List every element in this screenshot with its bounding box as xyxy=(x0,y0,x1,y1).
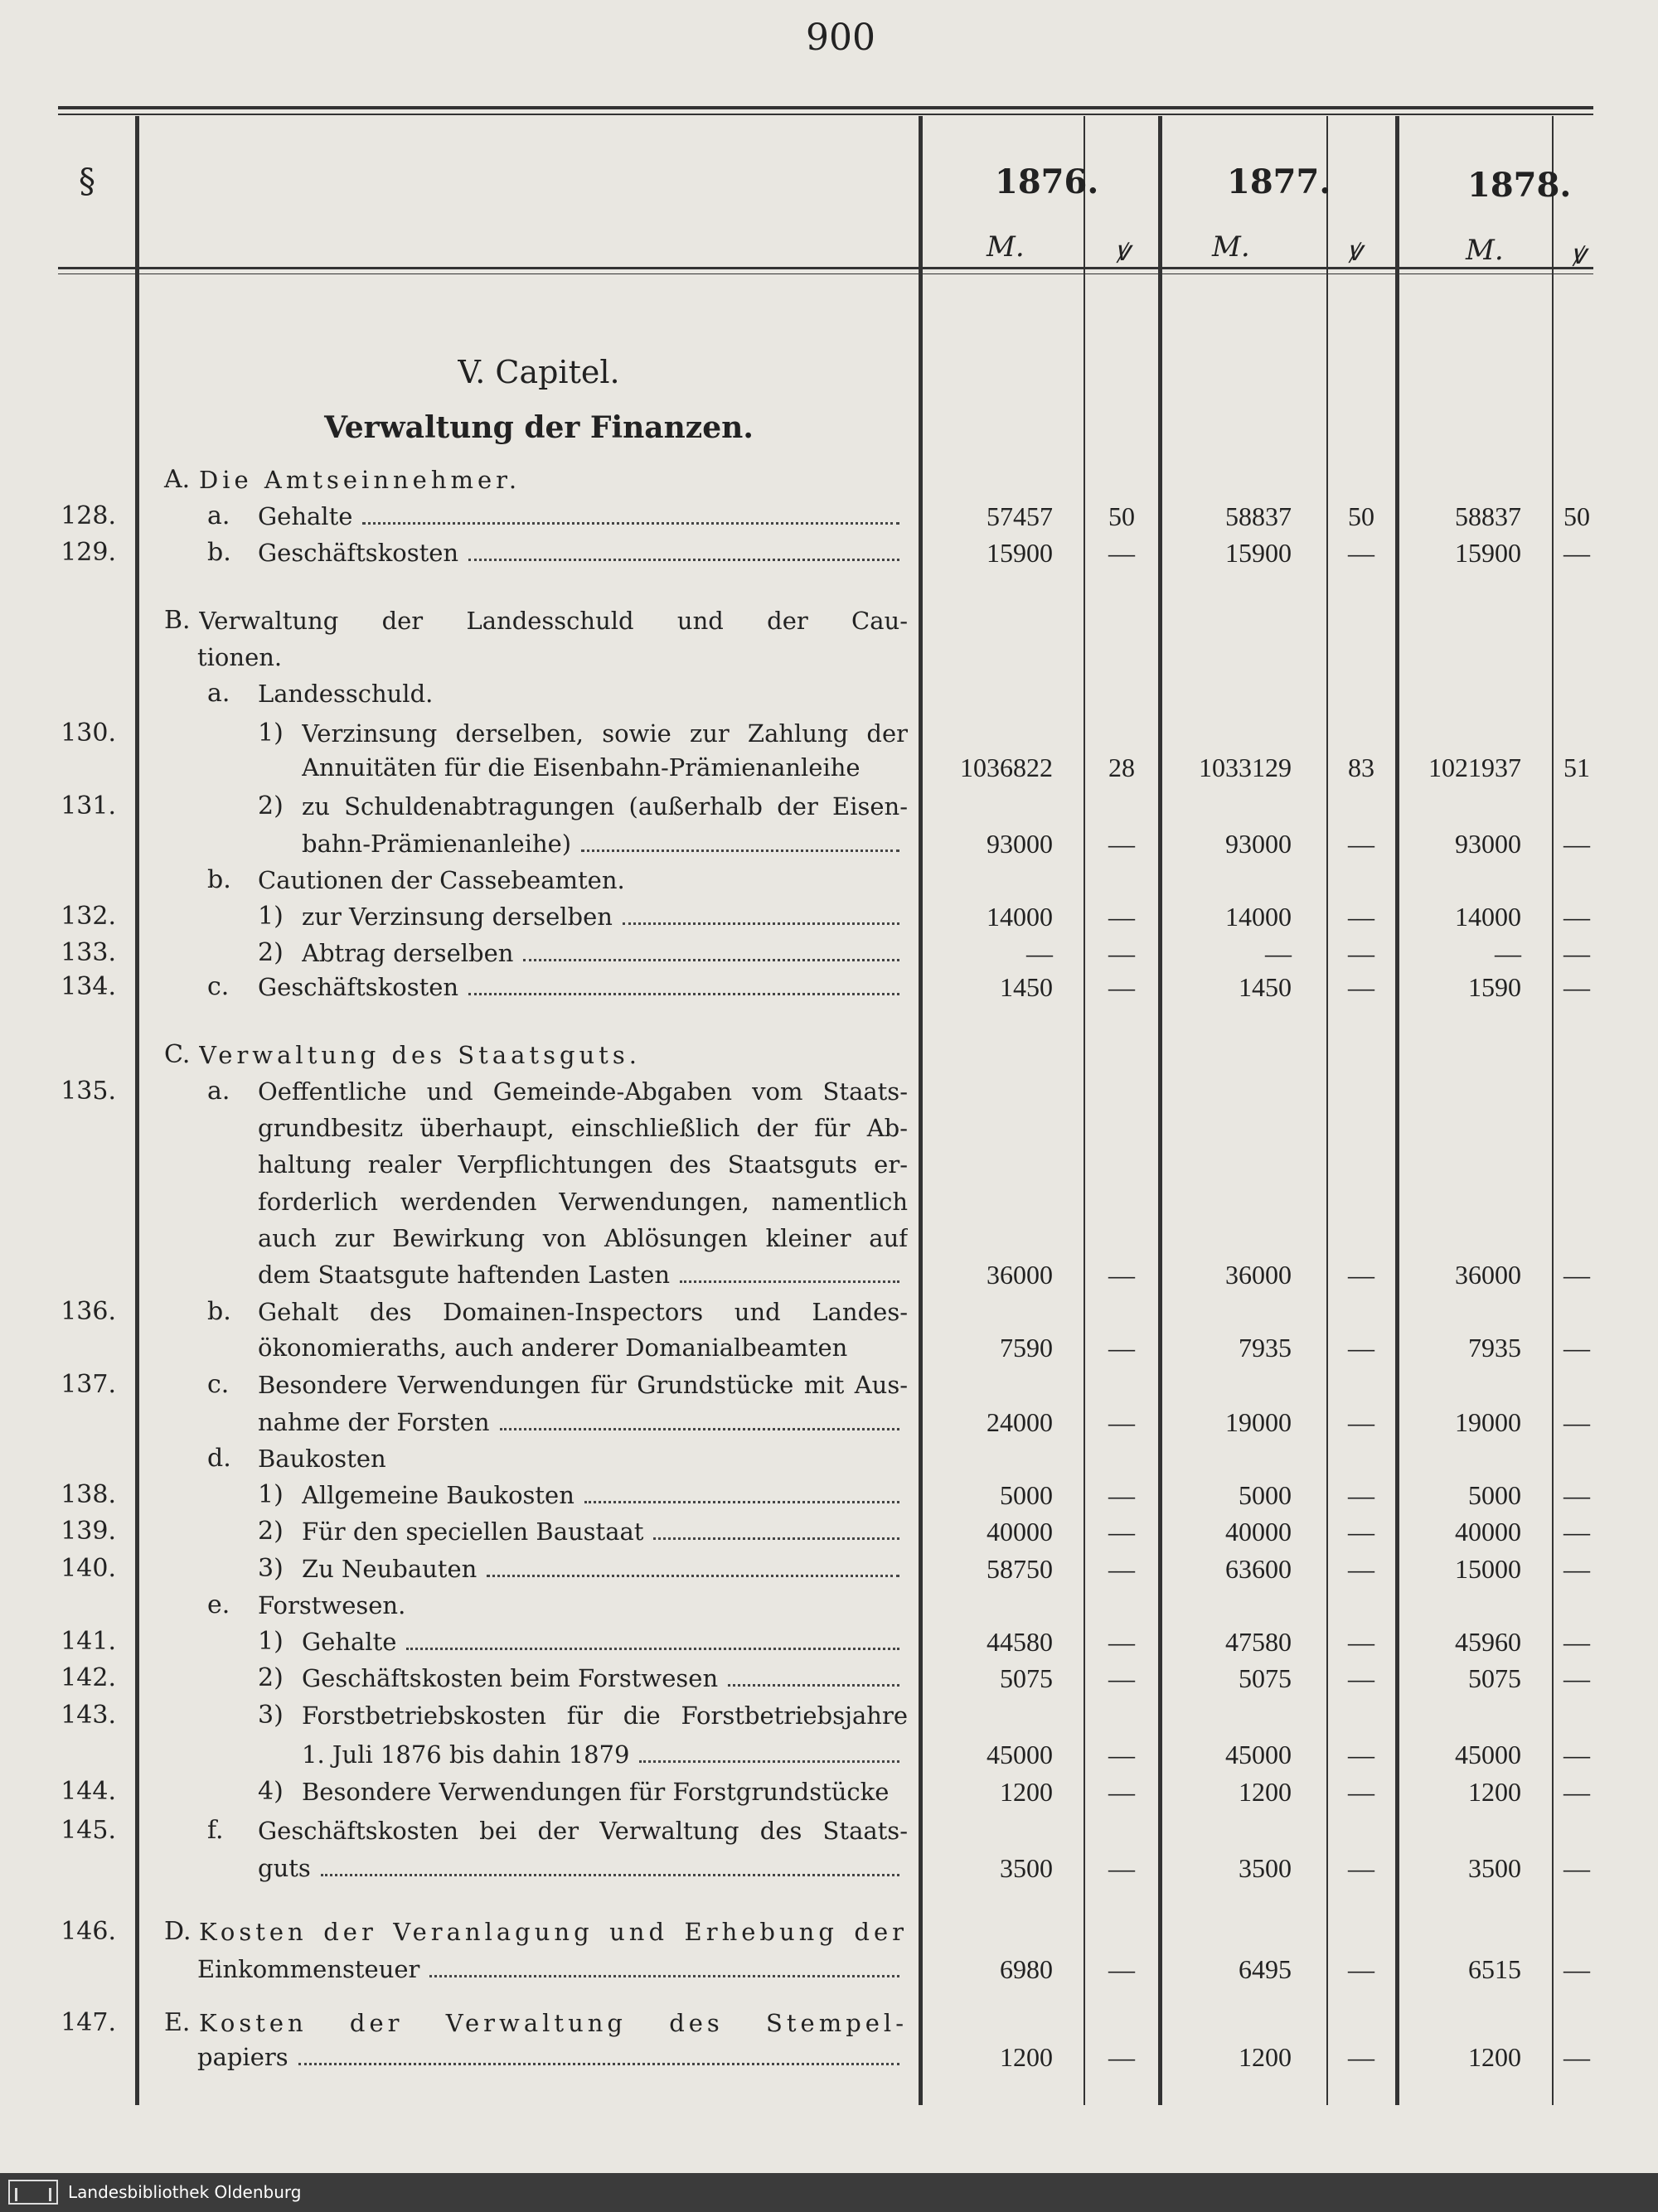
item-text: Kosten der Veranlagung und Erhebung der xyxy=(199,1918,908,1946)
pfennig-1876: — xyxy=(1108,1663,1135,1693)
pfennig-1878: — xyxy=(1563,1260,1590,1290)
item-description xyxy=(258,1222,908,1255)
pfennig-1878: — xyxy=(1563,1333,1590,1363)
item-text: haltung realer Verpflichtungen des Staatsguts er- xyxy=(258,1150,908,1179)
item-text: Verwaltung des Staatsguts. xyxy=(199,1041,641,1069)
item-description xyxy=(302,1515,908,1548)
item-description xyxy=(258,1111,908,1145)
library-logo-icon xyxy=(8,2180,58,2205)
item-marker: 2) xyxy=(258,938,284,967)
marks-1877: 63600 xyxy=(1225,1554,1292,1584)
item-text: papiers xyxy=(197,2043,288,2071)
item-text: Einkommensteuer xyxy=(197,1955,420,1983)
item-marker: E. xyxy=(164,2008,191,2037)
marks-1878: 58837 xyxy=(1455,501,1521,531)
item-text: zur Verzinsung derselben xyxy=(302,903,613,931)
marks-1878: 5075 xyxy=(1468,1663,1521,1693)
marks-1876: 24000 xyxy=(987,1407,1053,1437)
dot-leader xyxy=(523,959,899,961)
item-text: Geschäftskosten bei der Verwaltung des Staats- xyxy=(258,1817,908,1845)
item-text: tionen. xyxy=(197,643,283,671)
item-description xyxy=(302,1775,908,1808)
chapter-subtitle: Verwaltung der Finanzen. xyxy=(324,410,754,445)
dot-leader xyxy=(500,1428,899,1430)
marks-1878: 19000 xyxy=(1455,1407,1521,1437)
item-description xyxy=(199,1915,908,1948)
section-number: 143. xyxy=(61,1701,116,1730)
pfennig-1877: — xyxy=(1348,538,1374,568)
marks-1877: 7935 xyxy=(1239,1333,1292,1363)
section-number: 142. xyxy=(61,1663,116,1692)
marks-1877: — xyxy=(1265,938,1292,968)
item-marker: D. xyxy=(164,1917,191,1946)
marks-1876: 15900 xyxy=(987,538,1053,568)
marks-1878: 5000 xyxy=(1468,1480,1521,1510)
dot-leader xyxy=(429,1975,899,1977)
marks-1878: 93000 xyxy=(1455,829,1521,859)
pfennig-1877: — xyxy=(1348,938,1374,968)
item-text: forderlich werdenden Verwendungen, namentlich xyxy=(258,1188,908,1216)
item-text: Abtrag derselben xyxy=(302,939,514,967)
marks-1877: 40000 xyxy=(1225,1517,1292,1546)
pfennig-1878: — xyxy=(1563,1954,1590,1984)
section-number: 135. xyxy=(61,1077,116,1106)
pfennig-1876: — xyxy=(1108,1777,1135,1807)
pfennig-1877: — xyxy=(1348,1663,1374,1693)
item-description xyxy=(197,1953,908,1986)
pfennig-1877: — xyxy=(1348,1954,1374,1984)
pfennig-1877: — xyxy=(1348,1554,1374,1584)
marks-1878: 40000 xyxy=(1455,1517,1521,1546)
pfennig-1878: — xyxy=(1563,1740,1590,1769)
item-description xyxy=(302,937,908,970)
header-rule xyxy=(58,267,1593,269)
item-description xyxy=(302,900,908,933)
item-marker: a. xyxy=(207,679,230,708)
item-text: Forstbetriebskosten für die Forstbetriebsjahre xyxy=(302,1701,908,1730)
pfennig-1876: — xyxy=(1108,2042,1135,2072)
pfennig-1876: — xyxy=(1108,938,1135,968)
pfennig-1878: — xyxy=(1563,1627,1590,1657)
marks-1878: 45960 xyxy=(1455,1627,1521,1657)
marks-1876: 3500 xyxy=(1000,1853,1053,1883)
marks-1877: 1200 xyxy=(1239,2042,1292,2072)
item-description xyxy=(302,751,908,784)
year-1877: 1877. xyxy=(1227,162,1331,201)
item-description xyxy=(258,970,908,1004)
marks-1878: 14000 xyxy=(1455,902,1521,932)
item-description xyxy=(258,1368,908,1401)
marks-1876: — xyxy=(1026,938,1053,968)
marks-1876: 93000 xyxy=(987,829,1053,859)
section-number: 131. xyxy=(61,791,116,820)
pfennig-1876: — xyxy=(1108,1740,1135,1769)
item-marker: 2) xyxy=(258,791,284,820)
marks-1877: 93000 xyxy=(1225,829,1292,859)
item-marker: b. xyxy=(207,865,231,894)
year-1876: 1876. xyxy=(995,162,1099,201)
item-description xyxy=(258,1851,908,1885)
item-marker: b. xyxy=(207,1297,231,1326)
item-description xyxy=(199,2006,908,2040)
pfennig-1876: — xyxy=(1108,1954,1135,1984)
pf-label-1876: ꝟ xyxy=(1115,235,1130,268)
item-description xyxy=(258,1295,908,1329)
pfennig-1876: — xyxy=(1108,1853,1135,1883)
marks-1878: 6515 xyxy=(1468,1954,1521,1984)
marks-1877: 15900 xyxy=(1225,538,1292,568)
section-number: 146. xyxy=(61,1917,116,1946)
item-text: Verwaltung der Landesschuld und der Cau- xyxy=(199,607,908,635)
item-text: nahme der Forsten xyxy=(258,1408,490,1436)
section-number: 138. xyxy=(61,1480,116,1509)
pfennig-1878: — xyxy=(1563,1777,1590,1807)
item-text: Besondere Verwendungen für Grundstücke mit Aus- xyxy=(258,1371,908,1399)
item-description xyxy=(302,1552,908,1585)
item-marker: 2) xyxy=(258,1517,284,1546)
item-marker: 1) xyxy=(258,719,284,748)
header-rule-thin xyxy=(58,273,1593,274)
item-description xyxy=(199,604,908,637)
item-marker: d. xyxy=(207,1444,231,1473)
item-description xyxy=(258,1406,908,1439)
item-description xyxy=(302,1738,908,1771)
dot-leader xyxy=(298,2063,899,2065)
pfennig-1877: — xyxy=(1348,829,1374,859)
item-text: ökonomieraths, auch anderer Domanialbeamten xyxy=(258,1333,848,1362)
item-marker: 4) xyxy=(258,1777,284,1806)
section-number: 136. xyxy=(61,1297,116,1326)
item-text: Annuitäten für die Eisenbahn-Prämienanleihe xyxy=(302,753,861,782)
top-rule-thin xyxy=(58,114,1593,115)
item-description xyxy=(197,641,908,674)
section-number: 129. xyxy=(61,538,116,567)
marks-1877: 1200 xyxy=(1239,1777,1292,1807)
item-text: Landesschuld. xyxy=(258,680,434,708)
marks-1878: 45000 xyxy=(1455,1740,1521,1769)
section-number: 130. xyxy=(61,719,116,748)
year-1878: 1878. xyxy=(1467,166,1572,205)
marks-1876: 1036822 xyxy=(960,753,1053,782)
chapter-title: V. Capitel. xyxy=(458,354,620,390)
item-description xyxy=(258,1148,908,1181)
marks-1877: 1450 xyxy=(1239,972,1292,1002)
pfennig-1877: — xyxy=(1348,1627,1374,1657)
pfennig-1876: — xyxy=(1108,1333,1135,1363)
marks-1878: 1200 xyxy=(1468,2042,1521,2072)
item-marker: f. xyxy=(207,1816,224,1845)
item-description xyxy=(197,2040,908,2074)
item-marker: e. xyxy=(207,1590,230,1619)
item-marker: 2) xyxy=(258,1663,284,1692)
marks-1877: 6495 xyxy=(1239,1954,1292,1984)
marks-1876: 5075 xyxy=(1000,1663,1053,1693)
item-marker: B. xyxy=(164,606,191,635)
pfennig-1876: — xyxy=(1108,1407,1135,1437)
marks-1878: 7935 xyxy=(1468,1333,1521,1363)
item-text: Cautionen der Cassebeamten. xyxy=(258,866,625,894)
marks-1876: 14000 xyxy=(987,902,1053,932)
marks-1878: 15000 xyxy=(1455,1554,1521,1584)
marks-1877: 45000 xyxy=(1225,1740,1292,1769)
pfennig-1877: — xyxy=(1348,1407,1374,1437)
marks-1877: 3500 xyxy=(1239,1853,1292,1883)
pfennig-1877: — xyxy=(1348,1517,1374,1546)
item-text: Allgemeine Baukosten xyxy=(302,1481,574,1509)
dot-leader xyxy=(581,849,899,852)
column-divider xyxy=(1084,116,1085,2105)
section-number: 139. xyxy=(61,1517,116,1546)
item-text: Für den speciellen Baustaat xyxy=(302,1517,644,1546)
marks-1877: 58837 xyxy=(1225,501,1292,531)
pfennig-1877: — xyxy=(1348,1480,1374,1510)
mark-label-1878: M. xyxy=(1466,234,1504,267)
marks-1876: 1450 xyxy=(1000,972,1053,1002)
item-description xyxy=(302,827,908,860)
item-marker: c. xyxy=(207,1370,230,1399)
pf-label-1877: ꝟ xyxy=(1347,235,1362,268)
dot-leader xyxy=(468,559,899,561)
dot-leader xyxy=(362,522,899,525)
item-marker: a. xyxy=(207,501,230,530)
item-text: Geschäftskosten xyxy=(258,539,459,567)
section-number: 140. xyxy=(61,1554,116,1583)
marks-1876: 45000 xyxy=(987,1740,1053,1769)
item-description xyxy=(199,1038,908,1072)
marks-1876: 5000 xyxy=(1000,1480,1053,1510)
pfennig-1877: — xyxy=(1348,1853,1374,1883)
marks-1877: 1033129 xyxy=(1199,753,1292,782)
item-text: Gehalte xyxy=(258,502,353,530)
pfennig-1876: — xyxy=(1108,1517,1135,1546)
marks-1876: 44580 xyxy=(987,1627,1053,1657)
marks-1876: 58750 xyxy=(987,1554,1053,1584)
marks-1876: 40000 xyxy=(987,1517,1053,1546)
item-text: Verzinsung derselben, sowie zur Zahlung der xyxy=(302,719,908,748)
pfennig-1876: 28 xyxy=(1108,753,1135,782)
item-description xyxy=(258,1075,908,1108)
pfennig-1877: — xyxy=(1348,1260,1374,1290)
item-text: Geschäftskosten beim Forstwesen xyxy=(302,1664,719,1692)
section-number: 145. xyxy=(61,1816,116,1845)
item-marker: b. xyxy=(207,538,231,567)
item-text: grundbesitz überhaupt, einschließlich der für Ab- xyxy=(258,1114,908,1142)
column-divider xyxy=(135,116,139,2105)
section-number: 134. xyxy=(61,972,116,1001)
pfennig-1876: — xyxy=(1108,902,1135,932)
marks-1878: 1200 xyxy=(1468,1777,1521,1807)
pfennig-1878: — xyxy=(1563,1407,1590,1437)
item-description xyxy=(302,717,908,750)
item-text: dem Staatsgute haftenden Lasten xyxy=(258,1261,671,1289)
item-description xyxy=(258,1814,908,1847)
pfennig-1878: — xyxy=(1563,1480,1590,1510)
pfennig-1877: — xyxy=(1348,2042,1374,2072)
marks-1876: 7590 xyxy=(1000,1333,1053,1363)
pfennig-1878: 50 xyxy=(1563,501,1590,531)
item-text: Gehalte xyxy=(302,1628,397,1656)
pfennig-1877: — xyxy=(1348,972,1374,1002)
item-description xyxy=(302,1662,908,1695)
item-description xyxy=(258,1589,908,1622)
item-description xyxy=(258,677,908,710)
item-description xyxy=(258,1442,908,1475)
marks-1877: 47580 xyxy=(1225,1627,1292,1657)
item-text: Forstwesen. xyxy=(258,1591,406,1619)
section-symbol: § xyxy=(79,162,95,201)
library-name: Landesbibliothek Oldenburg xyxy=(68,2182,302,2202)
item-text: Oeffentliche und Gemeinde-Abgaben vom Staats- xyxy=(258,1077,908,1106)
marks-1878: 3500 xyxy=(1468,1853,1521,1883)
section-number: 144. xyxy=(61,1777,116,1806)
item-text: Kosten der Verwaltung des Stempel- xyxy=(199,2009,908,2037)
pfennig-1878: — xyxy=(1563,1517,1590,1546)
item-description xyxy=(302,790,908,823)
marks-1877: 19000 xyxy=(1225,1407,1292,1437)
item-text: Gehalt des Domainen-Inspectors und Landes- xyxy=(258,1298,908,1326)
pfennig-1876: — xyxy=(1108,1627,1135,1657)
item-marker: 1) xyxy=(258,1480,284,1509)
top-rule xyxy=(58,106,1593,109)
item-marker: a. xyxy=(207,1077,230,1106)
section-number: 147. xyxy=(61,2008,116,2037)
item-description xyxy=(258,1185,908,1218)
marks-1876: 57457 xyxy=(987,501,1053,531)
marks-1878: — xyxy=(1495,938,1521,968)
marks-1877: 14000 xyxy=(1225,902,1292,932)
mark-label-1877: M. xyxy=(1212,230,1250,264)
item-text: Zu Neubauten xyxy=(302,1555,478,1583)
item-marker: 3) xyxy=(258,1701,284,1730)
marks-1876: 36000 xyxy=(987,1260,1053,1290)
item-description xyxy=(302,1479,908,1512)
marks-1877: 5000 xyxy=(1239,1480,1292,1510)
pfennig-1876: — xyxy=(1108,1260,1135,1290)
section-number: 133. xyxy=(61,938,116,967)
item-marker: C. xyxy=(164,1040,191,1069)
pfennig-1878: — xyxy=(1563,938,1590,968)
item-description xyxy=(258,864,908,897)
dot-leader xyxy=(584,1501,899,1503)
pfennig-1878: — xyxy=(1563,1663,1590,1693)
pfennig-1878: — xyxy=(1563,972,1590,1002)
marks-1876: 1200 xyxy=(1000,1777,1053,1807)
item-text: Geschäftskosten xyxy=(258,973,459,1001)
section-number: 141. xyxy=(61,1627,116,1656)
item-marker: 1) xyxy=(258,1627,284,1656)
marks-1878: 1590 xyxy=(1468,972,1521,1002)
item-text: Besondere Verwendungen für Forstgrundstücke xyxy=(302,1778,890,1806)
pfennig-1877: — xyxy=(1348,1740,1374,1769)
section-number: 132. xyxy=(61,902,116,931)
item-description xyxy=(302,1625,908,1658)
pfennig-1878: — xyxy=(1563,829,1590,859)
item-text: guts xyxy=(258,1854,311,1882)
item-description xyxy=(199,463,908,496)
item-marker: c. xyxy=(207,972,230,1001)
pfennig-1878: — xyxy=(1563,538,1590,568)
pfennig-1877: 50 xyxy=(1348,501,1374,531)
dot-leader xyxy=(321,1874,899,1876)
item-description xyxy=(258,536,908,569)
section-number: 128. xyxy=(61,501,116,530)
pfennig-1876: 50 xyxy=(1108,501,1135,531)
item-marker: 3) xyxy=(258,1554,284,1583)
section-number: 137. xyxy=(61,1370,116,1399)
pfennig-1877: — xyxy=(1348,902,1374,932)
pfennig-1878: — xyxy=(1563,2042,1590,2072)
item-description xyxy=(258,1331,908,1364)
item-text: Die Amtseinnehmer. xyxy=(199,466,521,494)
pfennig-1877: — xyxy=(1348,1333,1374,1363)
item-text: auch zur Bewirkung von Ablösungen kleiner auf xyxy=(258,1224,908,1252)
item-text: Baukosten xyxy=(258,1445,386,1473)
marks-1878: 15900 xyxy=(1455,538,1521,568)
pf-label-1878: ꝟ xyxy=(1571,238,1586,271)
mark-label-1876: M. xyxy=(987,230,1025,264)
item-marker: A. xyxy=(164,465,191,494)
pfennig-1877: 83 xyxy=(1348,753,1374,782)
pfennig-1876: — xyxy=(1108,538,1135,568)
item-text: bahn-Prämienanleihe) xyxy=(302,830,572,858)
pfennig-1876: — xyxy=(1108,829,1135,859)
pfennig-1878: — xyxy=(1563,1853,1590,1883)
marks-1876: 1200 xyxy=(1000,2042,1053,2072)
marks-1878: 36000 xyxy=(1455,1260,1521,1290)
item-text: zu Schuldenabtragungen (außerhalb der Eisen- xyxy=(302,792,908,820)
pfennig-1878: — xyxy=(1563,1554,1590,1584)
item-text: 1. Juli 1876 bis dahin 1879 xyxy=(302,1740,630,1769)
pfennig-1876: — xyxy=(1108,1554,1135,1584)
marks-1877: 5075 xyxy=(1239,1663,1292,1693)
dot-leader xyxy=(468,993,899,995)
page-number: 900 xyxy=(806,17,875,59)
dot-leader xyxy=(406,1648,899,1650)
item-description xyxy=(258,1258,908,1291)
pfennig-1878: — xyxy=(1563,902,1590,932)
marks-1878: 1021937 xyxy=(1428,753,1521,782)
pfennig-1878: 51 xyxy=(1563,753,1590,782)
item-description xyxy=(258,500,908,533)
item-marker: 1) xyxy=(258,902,284,931)
marks-1876: 6980 xyxy=(1000,1954,1053,1984)
footer-bar xyxy=(0,2173,1658,2212)
dot-leader xyxy=(487,1575,899,1577)
pfennig-1876: — xyxy=(1108,1480,1135,1510)
pfennig-1876: — xyxy=(1108,972,1135,1002)
item-description xyxy=(302,1699,908,1732)
marks-1877: 36000 xyxy=(1225,1260,1292,1290)
pfennig-1877: — xyxy=(1348,1777,1374,1807)
